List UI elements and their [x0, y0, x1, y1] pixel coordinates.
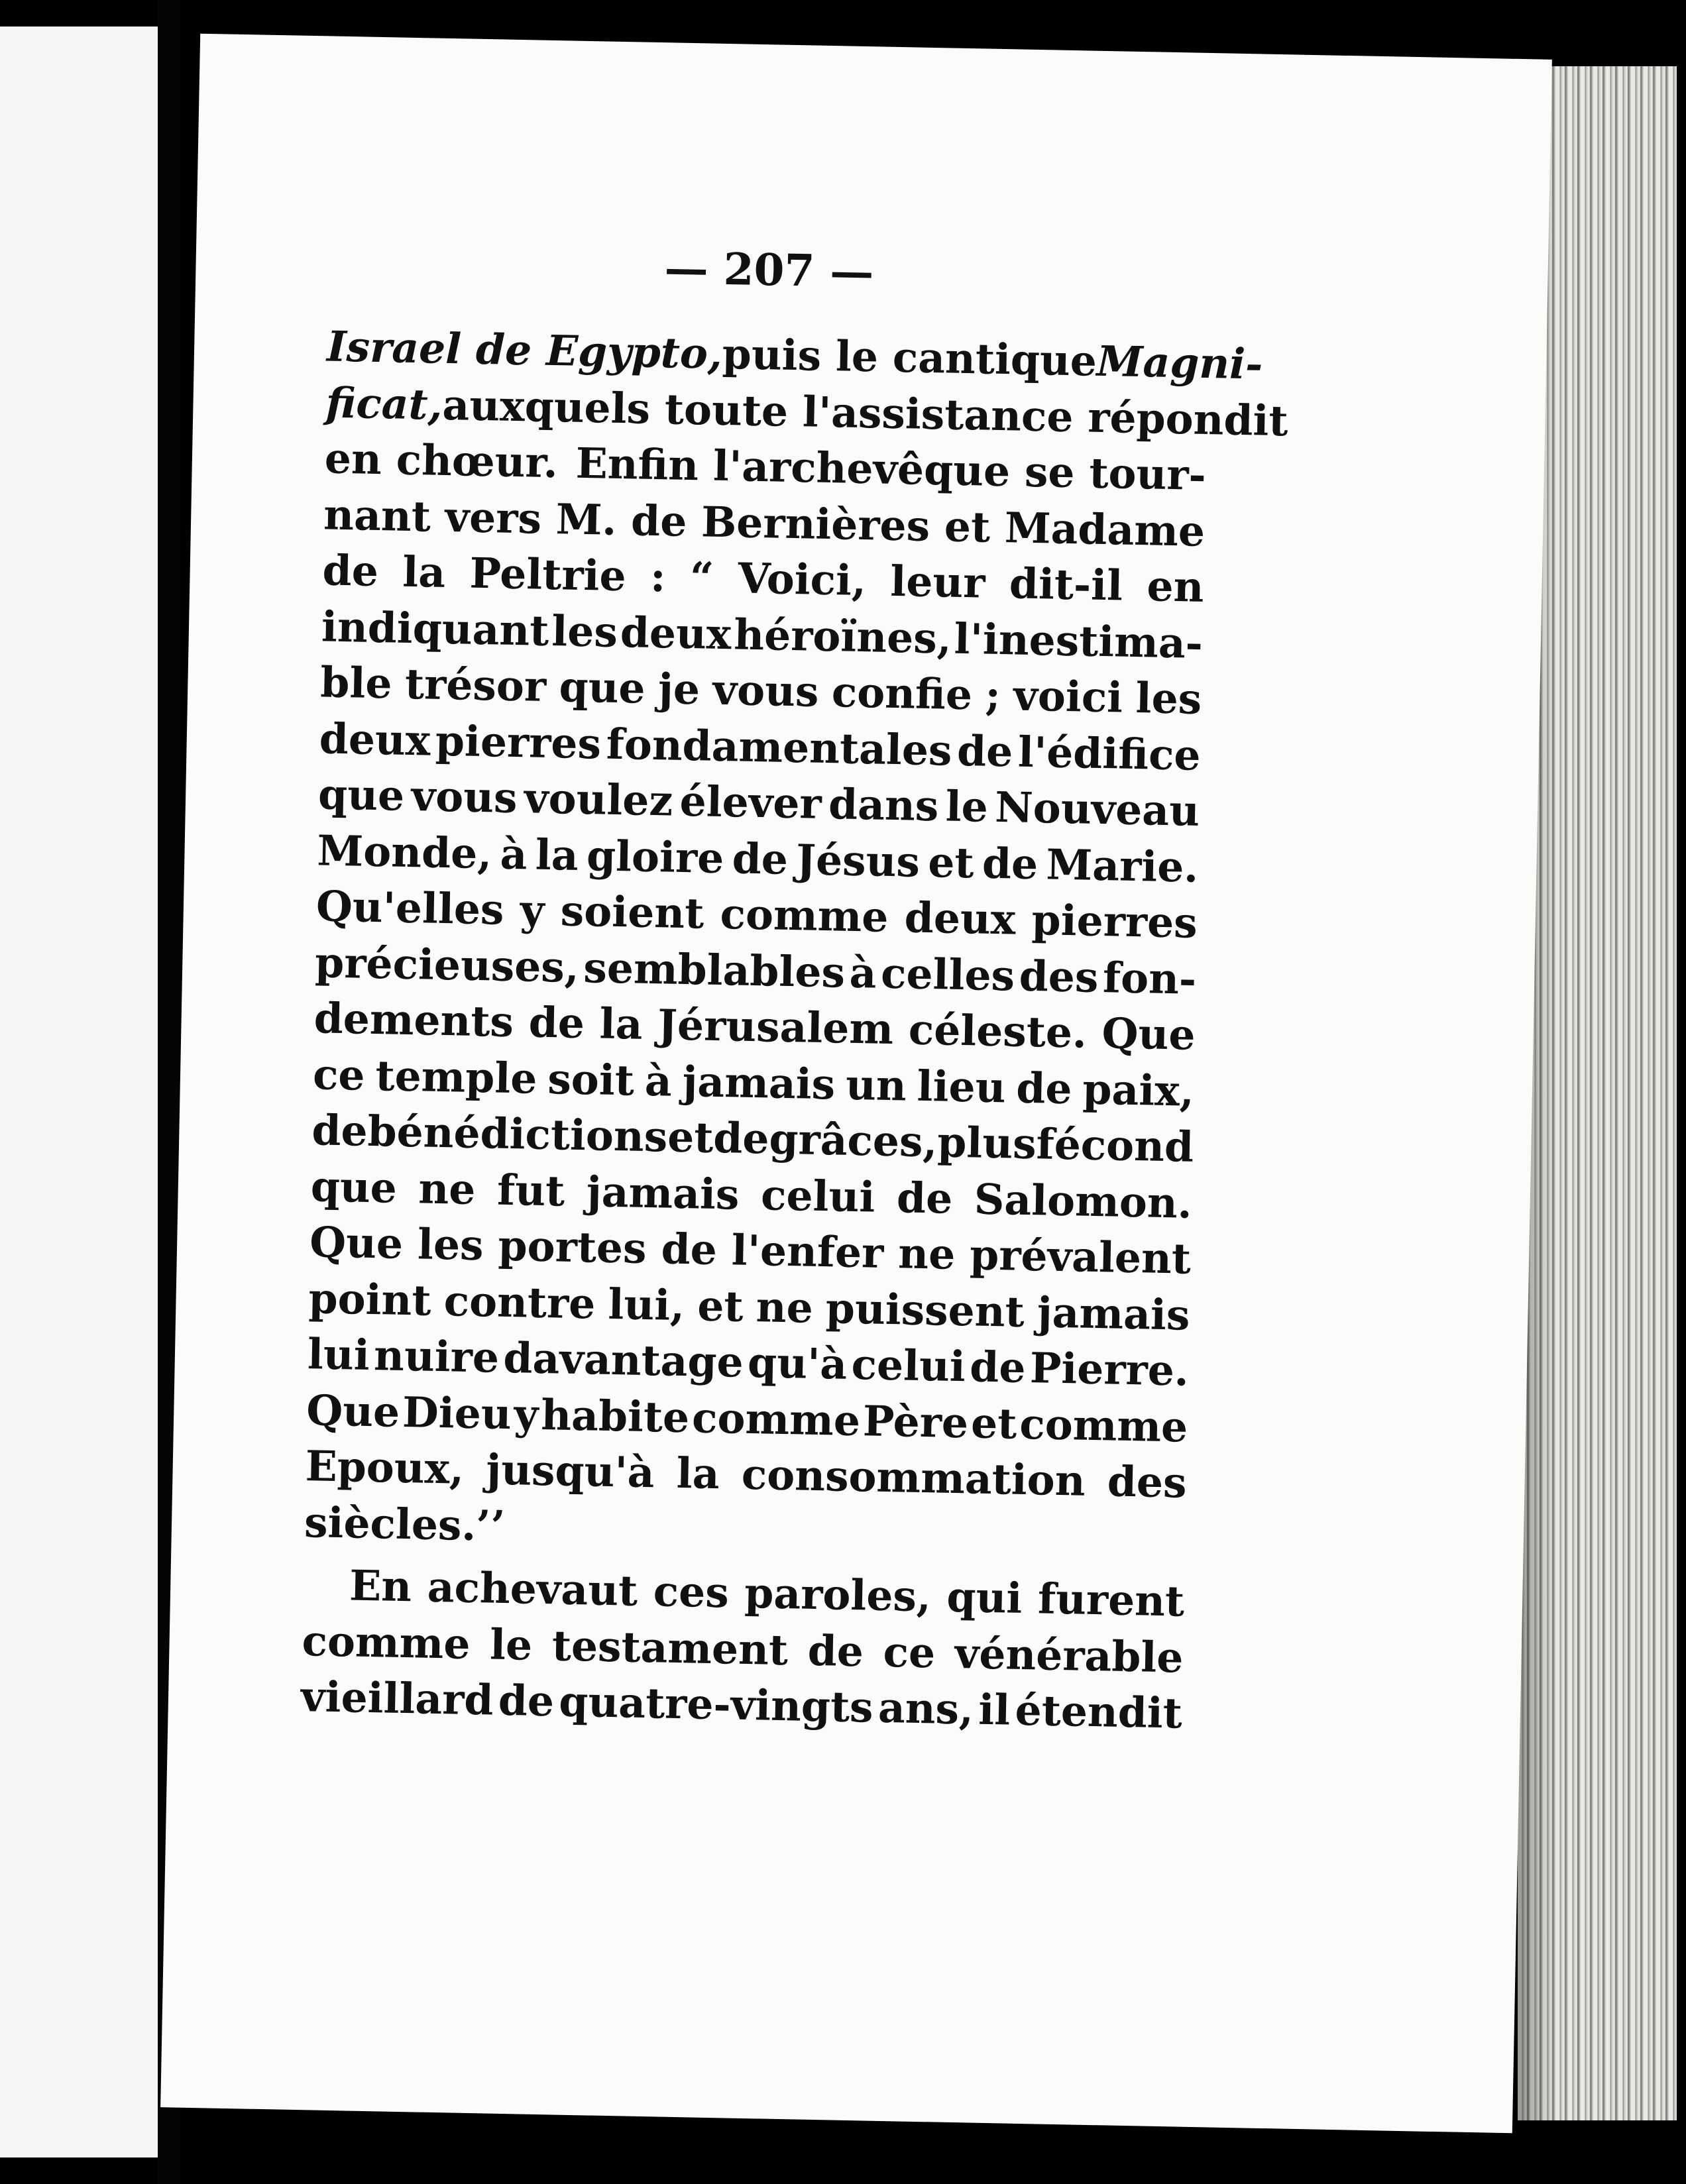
- word: l'inestima-: [954, 614, 1204, 668]
- word: jamais: [586, 1166, 740, 1219]
- word: Marie.: [1045, 839, 1199, 892]
- word: que: [310, 1161, 398, 1213]
- word: prévalent: [969, 1230, 1192, 1283]
- word: comme: [719, 889, 889, 942]
- word: ce: [312, 1049, 366, 1100]
- word: que: [317, 769, 405, 820]
- word: pierres: [435, 716, 602, 769]
- word: ble: [319, 657, 393, 708]
- word: puissent: [825, 1283, 1025, 1337]
- word: de: [630, 495, 688, 546]
- word: ne: [756, 1282, 814, 1333]
- word: de: [969, 1342, 1027, 1392]
- word: ne: [418, 1163, 477, 1214]
- word: consommation: [741, 1449, 1086, 1505]
- word: En: [349, 1560, 412, 1611]
- word: et: [697, 1280, 744, 1331]
- word: trésor: [404, 659, 547, 711]
- word: de: [1015, 1063, 1073, 1113]
- word: celles: [880, 948, 1015, 1001]
- word: à: [644, 1056, 673, 1106]
- word: qu'à: [747, 1337, 848, 1389]
- word: M.: [555, 494, 618, 545]
- word: de: [660, 1224, 718, 1275]
- text-span: Enfin l'archevêque se tour-: [575, 438, 1207, 500]
- word: deux: [319, 713, 431, 765]
- word: ne: [897, 1228, 956, 1279]
- word: Madame: [1004, 502, 1206, 556]
- word: plus: [936, 1117, 1037, 1169]
- word: Voici,: [737, 553, 867, 606]
- word: fécond: [1035, 1119, 1194, 1172]
- word: céleste.: [908, 1005, 1088, 1058]
- word: les: [551, 606, 618, 657]
- word: soient: [560, 886, 704, 938]
- word: comme: [691, 1392, 861, 1445]
- word: lui,: [607, 1279, 685, 1330]
- word: de: [982, 838, 1039, 889]
- word: nuire: [373, 1331, 500, 1382]
- word: des: [1019, 951, 1099, 1002]
- word: qui: [946, 1572, 1023, 1623]
- word: point: [308, 1273, 432, 1325]
- italic-title: Israel de Egypto,: [326, 321, 723, 378]
- word: le: [489, 1619, 533, 1670]
- word: le: [945, 781, 989, 832]
- text-span: auxquels toute l'assistance répondit: [441, 380, 1289, 445]
- text-span: puis le cantique: [722, 329, 1097, 386]
- word: celui: [760, 1170, 876, 1222]
- word: voici: [1013, 671, 1123, 722]
- word: la: [402, 547, 446, 597]
- word: et: [970, 1397, 1018, 1448]
- word: de: [712, 1113, 770, 1164]
- page-number: — 207 —: [663, 242, 875, 298]
- word: pierres: [1031, 895, 1198, 948]
- word: Jésus: [795, 834, 921, 887]
- word: Que: [306, 1385, 400, 1437]
- word: de: [322, 545, 379, 596]
- text-block: [300, 235, 1289, 1741]
- word: la: [676, 1448, 720, 1499]
- word: précieuses,: [314, 937, 580, 992]
- word: dements: [313, 993, 514, 1047]
- word: que: [558, 662, 646, 713]
- word: Monde,: [316, 825, 492, 878]
- word: fut: [496, 1165, 565, 1216]
- word: je: [657, 664, 701, 714]
- word: lui: [307, 1329, 370, 1380]
- word: élever: [679, 776, 822, 828]
- word: Peltrie: [469, 548, 627, 601]
- word: furent: [1037, 1574, 1185, 1626]
- word: comme: [301, 1615, 471, 1668]
- word: étendit: [1014, 1685, 1183, 1738]
- word: vénérable: [954, 1628, 1184, 1682]
- word: dit-il: [1009, 559, 1123, 610]
- word: fondamentales: [606, 719, 953, 775]
- italic-title: Magni-: [1096, 336, 1264, 389]
- word: l'édifice: [1017, 727, 1202, 780]
- word: dans: [828, 779, 939, 831]
- word: temple: [374, 1050, 538, 1103]
- word: ans,: [877, 1682, 974, 1734]
- word: Dieu: [402, 1387, 512, 1439]
- text-span: siècles.’’: [304, 1497, 506, 1551]
- word: paroles,: [744, 1568, 932, 1621]
- word: héroïnes,: [733, 609, 952, 663]
- word: contre: [443, 1276, 596, 1328]
- word: il: [978, 1684, 1011, 1735]
- word: confie: [831, 667, 973, 720]
- text-span: en chœur.: [324, 433, 559, 488]
- word: et: [944, 501, 991, 552]
- word: de: [807, 1625, 864, 1676]
- word: à: [499, 829, 528, 879]
- word: portes: [497, 1221, 647, 1273]
- word: Que: [1101, 1009, 1196, 1060]
- word: deux: [620, 607, 732, 659]
- word: et: [667, 1112, 714, 1162]
- word: voulez: [524, 773, 673, 826]
- word: soit: [547, 1054, 635, 1105]
- word: :: [649, 551, 667, 602]
- word: fon-: [1102, 952, 1197, 1004]
- word: indiquant: [321, 601, 550, 655]
- word: les: [1135, 673, 1202, 724]
- word: davantage: [502, 1333, 744, 1387]
- word: Salomon.: [974, 1174, 1193, 1228]
- word: lieu: [916, 1061, 1007, 1112]
- word: Epoux,: [305, 1441, 465, 1494]
- word: de: [896, 1172, 953, 1223]
- word: Pierre.: [1029, 1343, 1190, 1395]
- word: de: [528, 997, 585, 1048]
- word: Bernières: [701, 496, 930, 551]
- word: y: [513, 1389, 539, 1439]
- word: des: [1107, 1456, 1188, 1507]
- word: “: [689, 553, 714, 602]
- word: paix,: [1082, 1064, 1195, 1116]
- word: ce: [882, 1627, 936, 1677]
- word: l'enfer: [731, 1225, 884, 1278]
- word: jamais: [681, 1056, 836, 1109]
- word: Nouveau: [994, 782, 1200, 836]
- word: leur: [889, 556, 986, 608]
- word: et: [927, 837, 975, 887]
- word: habite: [540, 1390, 690, 1442]
- word: jamais: [1037, 1287, 1191, 1340]
- word: celui: [850, 1339, 966, 1392]
- book-page: [160, 34, 1552, 2134]
- word: ;: [984, 670, 1001, 720]
- word: bénédictions: [366, 1106, 668, 1162]
- word: Qu'elles: [315, 881, 505, 934]
- word: de: [732, 833, 789, 884]
- word: à: [848, 948, 877, 998]
- word: y: [520, 885, 545, 935]
- word: Que: [309, 1217, 404, 1268]
- word: ces: [653, 1566, 730, 1617]
- italic-title: ficat,: [325, 377, 443, 429]
- word: de: [498, 1675, 555, 1726]
- facing-page-edge: [0, 27, 158, 2157]
- word: semblables: [583, 942, 846, 997]
- word: de: [311, 1105, 368, 1156]
- word: vers: [444, 492, 542, 543]
- word: nant: [323, 489, 431, 541]
- word: grâces,: [768, 1114, 938, 1167]
- word: les: [417, 1219, 484, 1270]
- word: gloire: [586, 830, 725, 883]
- word: jusqu'à: [485, 1445, 655, 1498]
- word: un: [845, 1060, 907, 1110]
- word: la: [599, 999, 644, 1049]
- word: testament: [551, 1620, 789, 1674]
- word: quatre-vingts: [558, 1676, 874, 1732]
- word: deux: [904, 893, 1017, 944]
- word: achevaut: [427, 1562, 638, 1615]
- word: vous: [712, 665, 820, 716]
- word: vous: [410, 771, 518, 823]
- word: vieillard: [300, 1672, 494, 1725]
- word: en: [1146, 561, 1205, 612]
- word: de: [956, 726, 1014, 776]
- word: Père: [862, 1395, 969, 1447]
- word: Jérusalem: [657, 1000, 894, 1054]
- word: la: [535, 830, 579, 880]
- word: comme: [1019, 1399, 1188, 1452]
